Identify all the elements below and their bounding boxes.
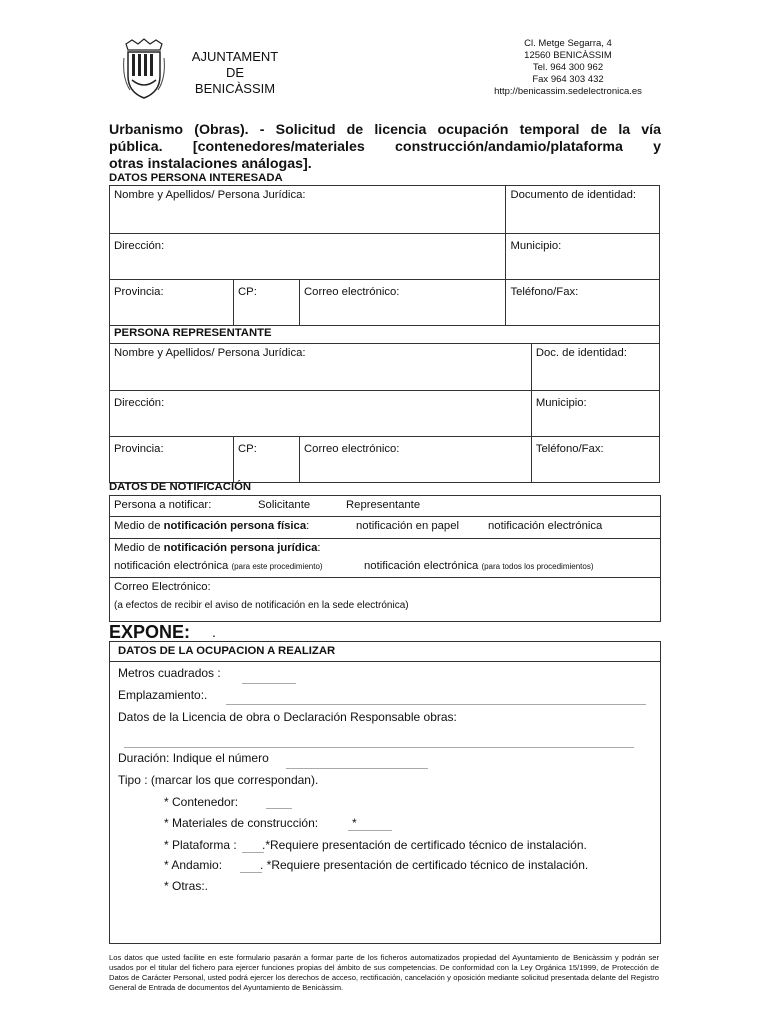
persona-notificar-row xyxy=(110,496,660,517)
ocupacion-heading: DATOS DE LA OCUPACION A REALIZAR xyxy=(118,645,336,657)
medio-fisica-label: Medio de notificación persona física: xyxy=(114,520,310,532)
section-heading-interesada: DATOS PERSONA INTERESADA xyxy=(109,172,283,184)
title-line-1: Urbanismo (Obras). - Solicitud de licencia ocupación temporal de la vía xyxy=(109,122,661,138)
plataforma-label: * Plataforma : xyxy=(164,838,237,852)
plataforma-checkbox[interactable] xyxy=(242,852,264,853)
telephone: Tel. 964 300 962 xyxy=(532,62,604,73)
fax: Fax 964 303 432 xyxy=(532,74,604,85)
correo-notificacion-note: (a efectos de recibir el aviso de notificación en la sede electrónica) xyxy=(114,600,409,611)
plataforma-note: .*Requiere presentación de certificado técnico de instalación. xyxy=(262,838,587,852)
interesada-municipio-field[interactable]: Municipio: xyxy=(506,234,660,280)
ocupacion-heading-row xyxy=(110,642,660,662)
option-electronica-este[interactable]: notificación electrónica (para este procedimiento) xyxy=(114,560,323,572)
representante-nombre-field[interactable]: Nombre y Apellidos/ Persona Jurídica: xyxy=(110,344,532,391)
representante-cp-field[interactable]: CP: xyxy=(234,437,300,483)
medio-juridica-row xyxy=(110,539,660,578)
coat-of-arms-logo xyxy=(120,38,168,100)
ocupacion-box xyxy=(109,641,661,944)
section-heading-representante: PERSONA REPRESENTANTE xyxy=(110,326,660,344)
org-line-3: BENICÀSSIM xyxy=(194,81,276,96)
emplazamiento-label: Emplazamiento:. xyxy=(118,688,208,702)
interesada-correo-field[interactable]: Correo electrónico: xyxy=(300,280,506,326)
website-link[interactable]: http://benicassim.sedelectronica.es xyxy=(494,86,642,97)
persona-notificar-label: Persona a notificar: xyxy=(114,499,212,511)
option-representante[interactable]: Representante xyxy=(346,499,421,511)
option-electronica-todos[interactable]: notificación electrónica (para todos los procedimientos) xyxy=(364,560,594,572)
licencia-input[interactable] xyxy=(124,747,634,748)
representante-documento-field[interactable]: Doc. de identidad: xyxy=(531,344,659,391)
interesada-provincia-field[interactable]: Provincia: xyxy=(110,280,234,326)
interesada-documento-field[interactable]: Documento de identidad: xyxy=(506,186,660,234)
andamio-note: . *Requiere presentación de certificado técnico de instalación. xyxy=(260,858,589,872)
org-line-2: DE xyxy=(225,65,245,80)
representante-table xyxy=(109,325,660,483)
option-notificacion-papel[interactable]: notificación en papel xyxy=(356,520,460,532)
notificacion-box xyxy=(109,495,661,622)
form-title xyxy=(109,122,661,173)
title-line-3: otras instalaciones análogas]. xyxy=(109,156,312,172)
interesada-cp-field[interactable]: CP: xyxy=(234,280,300,326)
medio-juridica-label: Medio de notificación persona jurídica: xyxy=(114,542,321,554)
contact-block xyxy=(478,38,658,98)
organization-name xyxy=(175,49,295,97)
privacy-notice: Los datos que usted facilite en este formulario pasarán a formar parte de los ficheros automatizados propiedad del Ayuntamiento de Benicàssim y podrán ser usados por el titular del fichero para ejercer funciones propias del ámbito de sus competencias. De conformidad con la Ley Orgánica 15/1999, de Protección de Datos de Carácter Personal, usted podrá ejercer los derechos de acceso, rectificación, cancelación y oposición mediante solicitud presentada delante del Registro General de Entrada de documentos del Ayuntamiento de Benicàssim. xyxy=(109,953,659,992)
correo-notificacion-label: Correo Electrónico: xyxy=(114,581,211,593)
andamio-checkbox[interactable] xyxy=(240,872,262,873)
correo-notificacion-row[interactable] xyxy=(110,578,660,621)
interesada-telefono-field[interactable]: Teléfono/Fax: xyxy=(506,280,660,326)
materiales-label: * Materiales de construcción: xyxy=(164,816,319,830)
metros-label: Metros cuadrados : xyxy=(118,666,221,680)
representante-direccion-field[interactable]: Dirección: xyxy=(110,391,532,437)
metros-input[interactable] xyxy=(242,683,296,684)
option-solicitante[interactable]: Solicitante xyxy=(258,499,311,511)
andamio-label: * Andamio: xyxy=(164,858,223,872)
address: Cl. Metge Segarra, 4 xyxy=(524,38,612,49)
expone-heading: EXPONE: xyxy=(109,622,191,642)
interesada-nombre-field[interactable]: Nombre y Apellidos/ Persona Jurídica: xyxy=(110,186,506,234)
interesada-table xyxy=(109,185,660,326)
emplazamiento-input[interactable] xyxy=(226,704,646,705)
licencia-label: Datos de la Licencia de obra o Declaración Responsable obras: xyxy=(118,710,457,724)
org-line-1: AJUNTAMENT xyxy=(191,49,279,64)
expone-dot: . xyxy=(212,624,216,640)
contenedor-label: * Contenedor: xyxy=(164,795,239,809)
duracion-label: Duración: Indique el número xyxy=(118,751,269,765)
section-heading-notificacion: DATOS DE NOTIFICACIÓN xyxy=(109,481,252,493)
title-line-2: pública. [contenedores/materiales construcción/andamio/plataforma y xyxy=(109,139,661,155)
representante-municipio-field[interactable]: Municipio: xyxy=(531,391,659,437)
materiales-mark: * xyxy=(352,816,357,830)
tipo-label: Tipo : (marcar los que correspondan). xyxy=(118,773,319,787)
medio-fisica-row xyxy=(110,517,660,539)
materiales-checkbox[interactable] xyxy=(348,830,392,831)
otras-label[interactable]: * Otras:. xyxy=(164,879,209,893)
contenedor-checkbox[interactable] xyxy=(266,808,292,809)
representante-telefono-field[interactable]: Teléfono/Fax: xyxy=(531,437,659,483)
interesada-direccion-field[interactable]: Dirección: xyxy=(110,234,506,280)
duracion-input[interactable] xyxy=(286,768,428,769)
representante-correo-field[interactable]: Correo electrónico: xyxy=(300,437,532,483)
postal-code: 12560 BENICÀSSIM xyxy=(524,50,612,61)
option-notificacion-electronica[interactable]: notificación electrónica xyxy=(488,520,603,532)
representante-provincia-field[interactable]: Provincia: xyxy=(110,437,234,483)
